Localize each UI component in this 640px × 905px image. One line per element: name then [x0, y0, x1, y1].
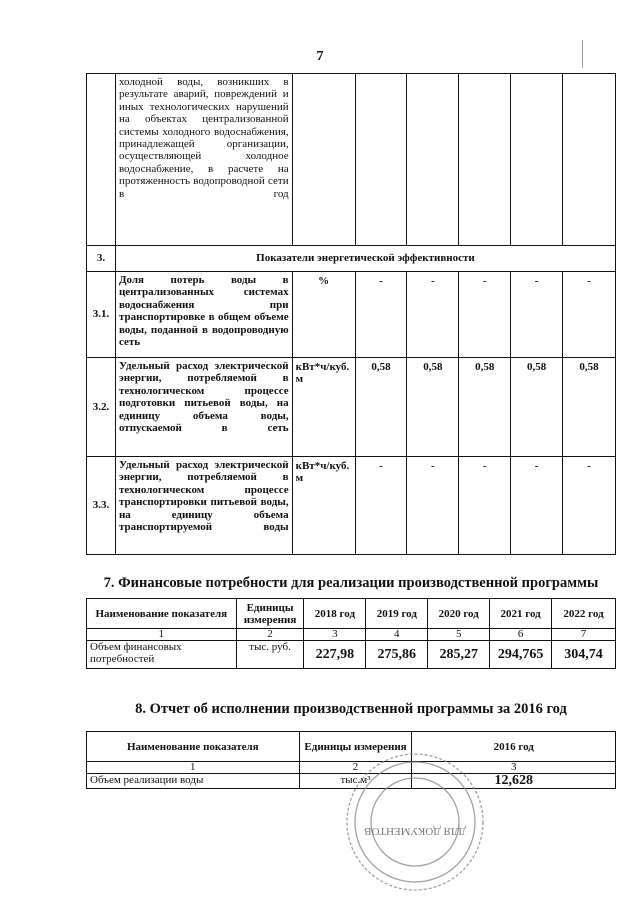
row-value: 12,628	[412, 774, 616, 789]
margin-line	[582, 40, 583, 68]
row-value: -	[511, 272, 563, 358]
page-number: 7	[316, 49, 324, 64]
col-header: 2022 год	[552, 599, 616, 629]
row-number: 3.1.	[87, 272, 116, 358]
row-number: 3.2.	[87, 358, 116, 457]
col-header: Наименование показателя	[87, 599, 237, 629]
table-row	[87, 641, 616, 669]
row-value: -	[563, 457, 616, 555]
row-value: -	[407, 457, 459, 555]
row-value: -	[355, 457, 407, 555]
col-header: Наименование показателя	[87, 732, 300, 762]
financial-needs-table	[86, 598, 616, 669]
row-value: -	[511, 457, 563, 555]
row-value: 285,27	[428, 641, 490, 669]
seal-stamp	[340, 750, 490, 895]
col-header: 2018 год	[304, 599, 366, 629]
index-row: 1 2 3 4 5 6 7	[87, 629, 616, 641]
row-name: холодной воды, возникших в результате аварий, повреждений и иных технологических нарушений на объектах централизованной системы холодного водоснабжения, принадлежащей организации, осуществляющей холодное водоснабжение, в расчете на протяженность водопроводной сети в год	[115, 74, 292, 246]
row-value: -	[459, 457, 511, 555]
row-name: Объем финансовых потребностей	[87, 641, 237, 669]
row-value: 227,98	[304, 641, 366, 669]
row-value: -	[355, 272, 407, 358]
indicators-table	[86, 73, 616, 555]
row-value: 275,86	[366, 641, 428, 669]
row-value: 304,74	[552, 641, 616, 669]
row-name: Удельный расход электрической энергии, потребляемой в технологическом процессе транспортировки питьевой воды, на единицу объема транспортируемой воды	[115, 457, 292, 555]
col-header: 2016 год	[412, 732, 616, 762]
row-name: Объем реализации воды	[87, 774, 300, 789]
section7-heading: 7. Финансовые потребности для реализации производственной программы	[103, 575, 599, 591]
row-number: 3.3.	[87, 457, 116, 555]
row-unit: тыс.м³	[299, 774, 412, 789]
section-number: 3.	[87, 246, 116, 272]
row-value: 0,58	[407, 358, 459, 457]
row-unit: тыс. руб.	[236, 641, 304, 669]
row-value: -	[459, 272, 511, 358]
col-header: 2021 год	[490, 599, 552, 629]
table-row	[87, 74, 616, 246]
row-unit: кВт*ч/куб. м	[292, 358, 355, 457]
row-value: -	[563, 272, 616, 358]
row-value: 0,58	[459, 358, 511, 457]
table-row	[87, 457, 616, 555]
row-unit: кВт*ч/куб. м	[292, 457, 355, 555]
row-value: -	[407, 272, 459, 358]
table-row	[87, 272, 616, 358]
row-name: Доля потерь воды в централизованных системах водоснабжения при транспортировке в общем объеме воды, поданной в водопроводную сеть	[115, 272, 292, 358]
table-row	[87, 358, 616, 457]
row-unit: %	[292, 272, 355, 358]
row-name: Удельный расход электрической энергии, потребляемой в технологическом процессе подготовки питьевой воды, на единицу объема воды, отпускаемой в сеть	[115, 358, 292, 457]
col-header: Единицы измерения	[299, 732, 412, 762]
row-value: 0,58	[355, 358, 407, 457]
col-header: Единицы измерения	[236, 599, 304, 629]
row-value: 0,58	[563, 358, 616, 457]
row-value: 294,765	[490, 641, 552, 669]
col-header: 2019 год	[366, 599, 428, 629]
section-title: Показатели энергетической эффективности	[115, 246, 615, 272]
col-header: 2020 год	[428, 599, 490, 629]
section-row	[87, 246, 616, 272]
index-row: 1 2 3	[87, 762, 616, 774]
row-value: 0,58	[511, 358, 563, 457]
section8-heading: 8. Отчет об исполнении производственной программы за 2016 год	[135, 701, 567, 717]
header-row	[87, 599, 616, 629]
stamp-text: ДЛЯ ДОКУМЕНТОВ	[364, 825, 466, 837]
